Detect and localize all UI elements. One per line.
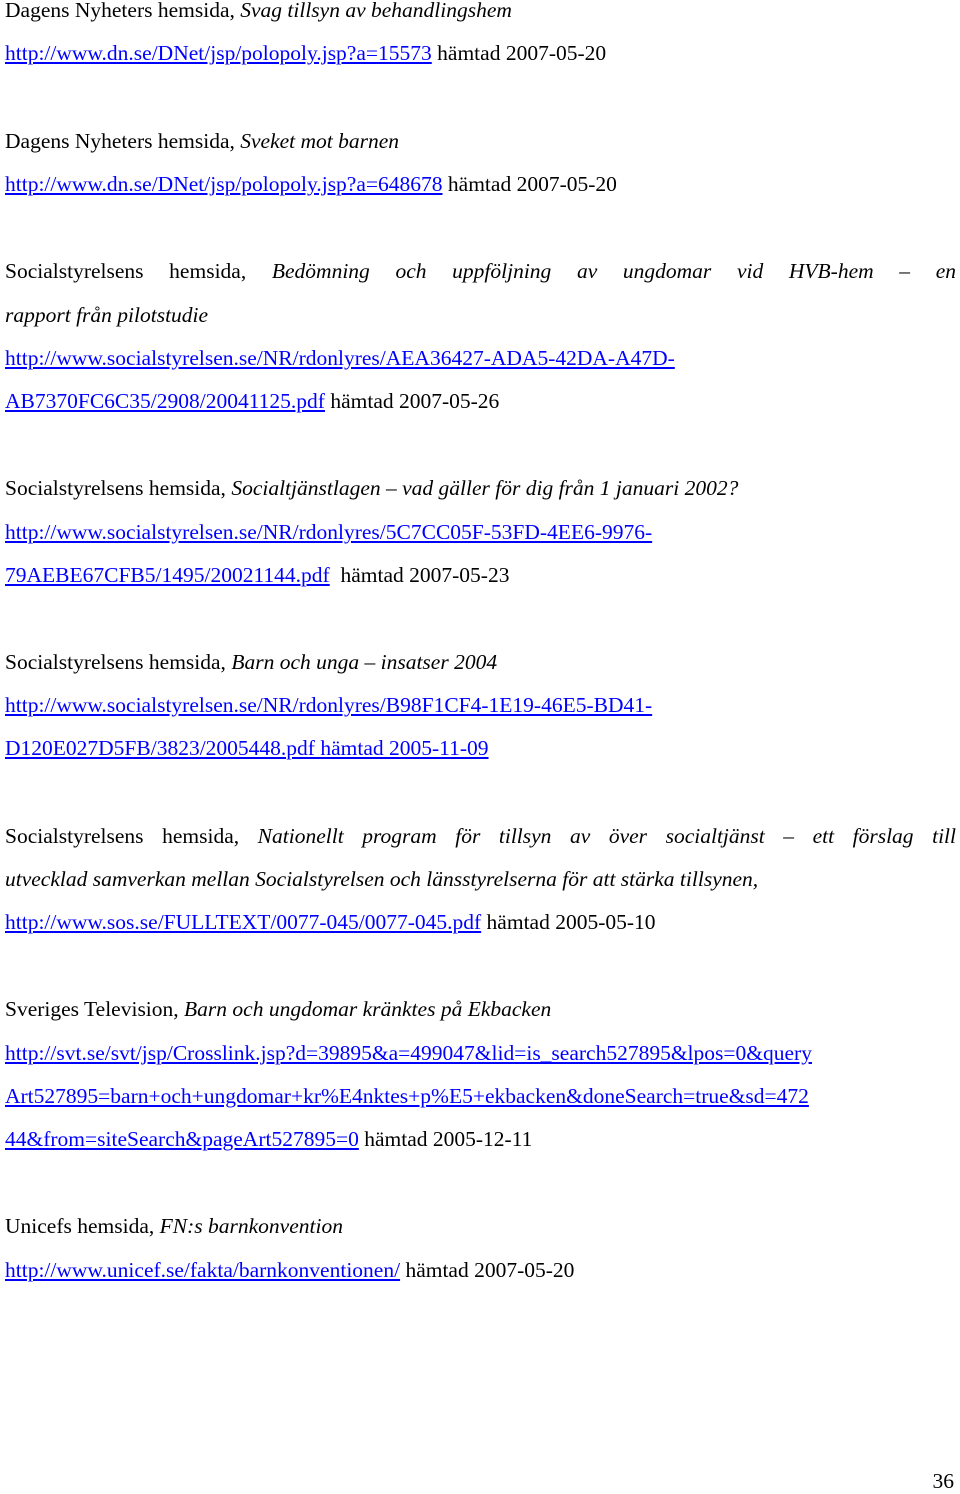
- entry-7-link-line-2: [5, 1083, 809, 1109]
- entry-3-link-line-1: [5, 345, 675, 371]
- entry-7-fetched: hämtad 2005-12-11: [364, 1127, 533, 1151]
- entry-4-link-line-1: [5, 519, 652, 545]
- entry-8-url[interactable]: http://www.unicef.se/fakta/barnkonventionen/: [5, 1258, 401, 1282]
- entry-2-source: Dagens Nyheters hemsida,: [5, 129, 235, 153]
- entry-6-title-line-2: utvecklad samverkan mellan Socialstyrelsen och länsstyrelserna för att stärka tillsynen,: [5, 867, 759, 891]
- entry-8-source: Unicefs hemsida,: [5, 1214, 155, 1238]
- entry-2-title: Sveket mot barnen: [240, 129, 400, 153]
- entry-6-url[interactable]: http://www.sos.se/FULLTEXT/0077-045/0077-045.pdf: [5, 910, 482, 934]
- entry-4-title: Socialtjänstlagen – vad gäller för dig från 1 januari 2002?: [231, 476, 739, 500]
- entry-8-citation: [5, 1213, 343, 1239]
- entry-4-fetched: hämtad 2007-05-23: [340, 563, 510, 587]
- entry-4-link-line-2: [5, 562, 509, 588]
- entry-5-source: Socialstyrelsens hemsida,: [5, 650, 226, 674]
- entry-3-title-line-1: Bedömning och uppföljning av ungdomar vid HVB-hem – en: [271, 259, 956, 283]
- page-number: 36: [932, 1469, 954, 1493]
- entry-2-url[interactable]: http://www.dn.se/DNet/jsp/polopoly.jsp?a=648678: [5, 172, 443, 196]
- entry-3-fetched: hämtad 2007-05-26: [330, 389, 500, 413]
- entry-3-title-line-2: rapport från pilotstudie: [5, 303, 209, 327]
- entry-1-link-line: [5, 40, 606, 66]
- entry-6-title-line-1: Nationellt program för tillsyn av över socialtjänst – ett förslag till: [257, 824, 957, 848]
- entry-6-citation: [5, 823, 956, 849]
- entry-5-url-line-1[interactable]: http://www.socialstyrelsen.se/NR/rdonlyres/B98F1CF4-1E19-46E5-BD41-: [5, 693, 653, 717]
- entry-1-source: Dagens Nyheters hemsida,: [5, 0, 235, 22]
- entry-6-fetched: hämtad 2005-05-10: [486, 910, 656, 934]
- entry-7-link-line-1: [5, 1040, 812, 1066]
- entry-7-link-line-3: [5, 1126, 532, 1152]
- entry-7-title: Barn och ungdomar kränktes på Ekbacken: [184, 997, 552, 1021]
- entry-7-url-line-3[interactable]: 44&from=siteSearch&pageArt527895=0: [5, 1127, 359, 1151]
- entry-7-citation: [5, 996, 551, 1022]
- entry-4-source: Socialstyrelsens hemsida,: [5, 476, 226, 500]
- entry-5-citation: [5, 649, 497, 675]
- entry-3-url-line-1[interactable]: http://www.socialstyrelsen.se/NR/rdonlyres/AEA36427-ADA5-42DA-A47D-: [5, 346, 675, 370]
- entry-1-url[interactable]: http://www.dn.se/DNet/jsp/polopoly.jsp?a=15573: [5, 41, 432, 65]
- entry-6-citation-cont: [5, 866, 758, 892]
- entry-8-title: FN:s barnkonvention: [159, 1214, 343, 1238]
- entry-3-link-line-2: [5, 388, 499, 414]
- entry-7-url-line-2[interactable]: Art527895=barn+och+ungdomar+kr%E4nktes+p%E5+ekbacken&doneSearch=true&sd=472: [5, 1084, 809, 1108]
- entry-3-source: Socialstyrelsens hemsida,: [5, 259, 247, 283]
- entry-8-link-line: [5, 1257, 574, 1283]
- entry-3-citation: [5, 258, 956, 284]
- entry-2-citation: [5, 128, 399, 154]
- entry-5-title: Barn och unga – insatser 2004: [231, 650, 498, 674]
- entry-7-source: Sveriges Television,: [5, 997, 179, 1021]
- entry-6-link-line: [5, 909, 656, 935]
- entry-4-url-line-1[interactable]: http://www.socialstyrelsen.se/NR/rdonlyres/5C7CC05F-53FD-4EE6-9976-: [5, 520, 653, 544]
- entry-1-fetched: hämtad 2007-05-20: [437, 41, 607, 65]
- entry-5-link-line-1: [5, 692, 652, 718]
- entry-2-fetched: hämtad 2007-05-20: [447, 172, 617, 196]
- entry-8-fetched: hämtad 2007-05-20: [405, 1258, 575, 1282]
- entry-3-citation-cont: [5, 302, 208, 328]
- entry-3-url-line-2[interactable]: AB7370FC6C35/2908/20041125.pdf: [5, 389, 325, 413]
- entry-4-url-line-2[interactable]: 79AEBE67CFB5/1495/20021144.pdf: [5, 563, 330, 587]
- entry-4-citation: [5, 475, 738, 501]
- entry-7-url-line-1[interactable]: http://svt.se/svt/jsp/Crosslink.jsp?d=39895&a=499047&lid=is_search527895&lpos=0&query: [5, 1041, 812, 1065]
- entry-1-citation: [5, 0, 512, 23]
- entry-1-title: Svag tillsyn av behandlingshem: [240, 0, 512, 22]
- entry-2-link-line: [5, 171, 617, 197]
- entry-5-link-line-2: [5, 735, 489, 761]
- entry-5-url-line-2[interactable]: D120E027D5FB/3823/2005448.pdf hämtad 2005-11-09: [5, 736, 489, 760]
- entry-6-source: Socialstyrelsens hemsida,: [5, 824, 240, 848]
